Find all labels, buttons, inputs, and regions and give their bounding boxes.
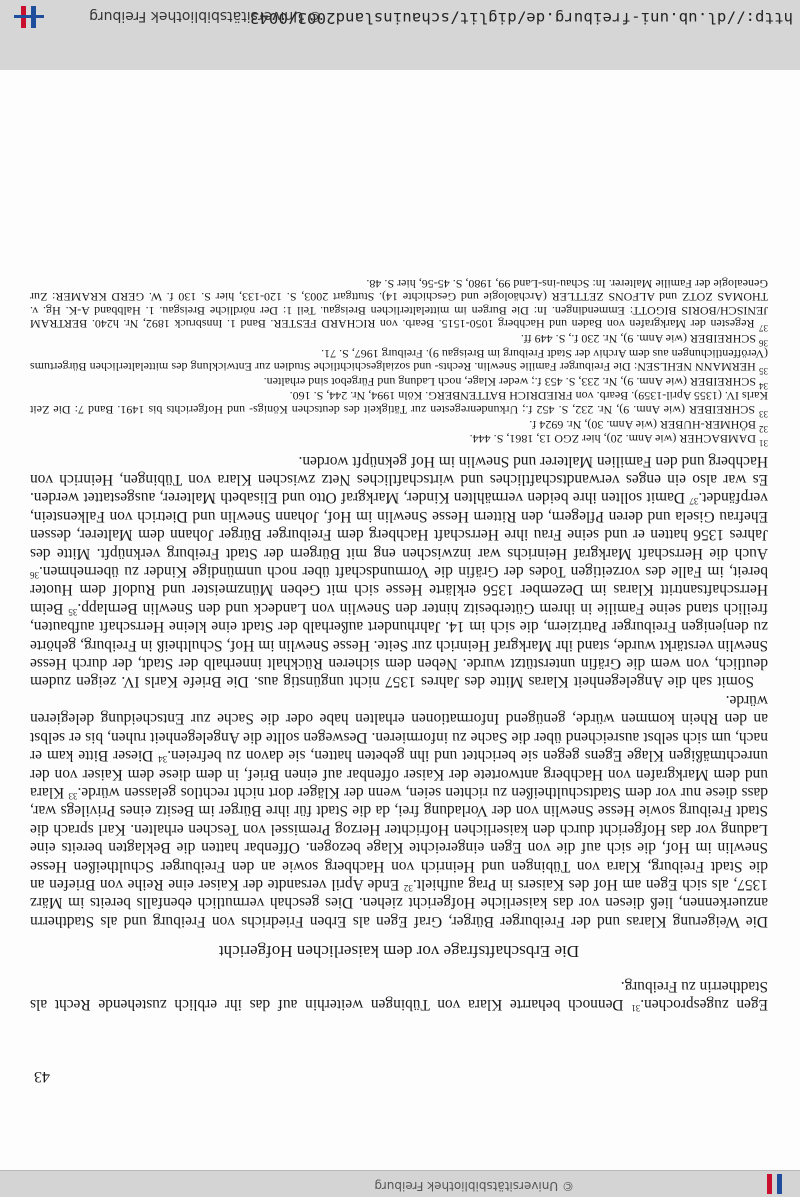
url-band	[0, 0, 800, 70]
footnote: $^{35}$ HERMANN NEHLSEN: Die Freiburger Familie Snewlin. Rechts- und sozialgeschichtliche Studien zur Entwicklung des mittelalterlichen Bürgertums (Veröffentlichungen aus dem Archiv der Stadt Freiburg im Breisgau 9). Freiburg 1967, S. 71.	[30, 346, 768, 377]
top-band	[0, 1170, 800, 1197]
footnote: $^{37}$ Regesten der Markgrafen von Baden und Hachberg 1050-1515. Bearb. von RICHARD FESTER. Band 1. Innsbruck 1892, Nr. h240. BERTRAM JENISCH/BORIS BIGOTT: Emmendingen. In: Die Burgen im mittelalterlichen Breisgau. Teil 1: Der nördliche Breisgau. 1. Halbband A-K. Hg. v. THOMAS ZOTZ und ALFONS ZETTLER (Archäologie und Geschichte 14). Stuttgart 2003, S. 120-133, hier S. 130 f. W. GERD KRAMER: Zur Genealogie der Familie Malterer. In: Schau-ins-Land 99, 1980, S. 45-56, hier S. 48.	[30, 276, 768, 334]
library-logo-icon	[756, 1172, 790, 1194]
section-paragraph-2: Somit sah die Angelegenheit Klaras Mitte des Jahres 1357 nicht ungünstig aus. Die Briefe Karls IV. zeigen zudem deutlich, von wem die Gräfin unterstützt wurde. Neben dem sicheren Rückhalt innerhalb der Stadt, der durch Hesse Snewlin verstärkt wurde, stand ihr Markgraf Heinrich zur Seite. Hesse Snewlin im Hof, Schultheiß in Freiburg, gehörte zu denjenigen Freiburger Patriziern, die sich im 14. Jahrhundert außerhalb der Stadt eine kleine Herrschaft aufbauten, freilich stand seine Familie in ihrem Güterbesitz hinter den Snewlin von Landeck und den Snewlin Bernlapp.$^{35}$ Beim Herrschaftsantritt Klaras im Dezember 1356 erklärte Hesse sich mit Geben Münzmeister und Rudolf dem Huoter bereit, im Falle des vorzeitigen Todes der Gräfin die Vormundschaft über noch unmündige Kinder zu übernehmen.$^{36}$ Auch die Herrschaft Markgraf Heinrichs war inzwischen eng mit Bürgern der Stadt Freiburg verknüpft. Mitte des Jahres 1356 hatten er und seine Frau ihre Herrschaft Hachberg dem Freiburger Bürger Johann dem Malterer, dessen Ehefrau Gisela und deren Pflegern, den Rittern Hesse Snewlin im Hof, Johann Snewlin und Dietrich von Falkenstein, verpfändet.$^{37}$ Damit sollten ihre beiden vermählten Kinder, Markgraf Otto und Elisabeth Malterer, ausgestattet werden. Es war also ein enges verwandtschaftliches und wirtschaftliches Netz zwischen Klara von Tübingen, Heinrich von Hachberg und den Familien Malterer und Snewlin im Hof geknüpft worden.	[30, 452, 768, 691]
document-page	[30, 275, 768, 1085]
body-text	[30, 451, 768, 1013]
library-logo-icon	[10, 6, 44, 28]
top-copyright: © Universitätsbibliothek Freiburg	[374, 1179, 574, 1193]
footnote: $^{34}$ SCHREIBER (wie Anm. 9), Nr. 233, S. 453 f.; weder Klage, noch Ladung und Fürgebot sind erhalten.	[263, 374, 768, 391]
section-paragraph-1: Die Weigerung Klaras und der Freiburger Bürger, Graf Egen als Erben Friedrichs von Freiburg und als Stadtherrn anzuerkennen, ließ diesen vor das kaiserliche Hofgericht ziehen. Dies geschah vermutlich ebenfalls bereits im März 1357, als sich Egen am Hof des Kaisers in Prag aufhielt.$^{32}$ Ende April versandte der Kaiser eine Reihe von Briefen an die Stadt Freiburg, Klara von Tübingen und Heinrich von Hachberg sowie an den Freiburger Schultheißen Hesse Snewlin im Hof, die sich auf die von Egen eingereichte Klage bezogen. Offenbar hatten die Beklagten bereits eine Ladung vor das Hofgericht durch den kaiserlichen Hofrichter Herzog Premissel von Teschen erhalten. Karl sprach die Stadt Freiburg sowie Hesse Snewlin von der Vorladung frei, da die Stadt für ihre Bürger im Besitz eines Privilegs war, dass diese nur vor dem Stadtschultheißen zu richten seien, wenn der Kläger dort nicht rechtlos gelassen würde.$^{33}$ Klara und dem Markgrafen von Hachberg antwortete der Kaiser offenbar auf einen Brief, in dem diese dem Kaiser von der unrechtmäßigen Klage Egens gegen sie berichtet und ihn gebeten hatten, sie davon zu befreien.$^{34}$ Dieser Bitte kam er nach, um sich selbst ausreichend über die Sache zu informieren. Deswegen sollte die Angelegenheit ruhen, bis er selbst an den Rhein kommen würde, genügend Informationen erhalten habe oder die Sache zur Entscheidung delegieren würde.	[29, 691, 768, 930]
source-url[interactable]: http://dl.ub.uni-freiburg.de/diglit/schauinsland2003/0043	[249, 9, 793, 27]
library-copyright: © Universitätsbibliothek Freiburg	[89, 8, 322, 24]
footnotes	[30, 276, 768, 449]
opening-paragraph: Egen zugesprochen.$^{31}$ Dennoch beharrte Klara von Tübingen weiterhin auf das ihr erblich zustehende Recht als Stadtherrin zu Freiburg.	[30, 977, 768, 1013]
footnote: $^{33}$ SCHREIBER (wie Anm. 9), Nr. 232, S. 452 f.; Urkundenregesten zur Tätigkeit des deutschen Königs- und Hofgerichts bis 1491. Band 7: Die Zeit Karls IV. (1355 April-1359). Bearb. von FRIEDRICH BATTENBERG. Köln 1994, Nr. 244, S. 160.	[30, 389, 768, 420]
section-heading: Die Erbschaftsfrage vor dem kaiserlichen Hofgericht	[218, 942, 580, 962]
footnote: $^{31}$ DAMBACHER (wie Anm. 20), hier ZGO 13, 1861, S. 444.	[469, 432, 768, 449]
footnote: $^{32}$ BÖHMER-HUBER (wie Anm. 30), Nr. 6924 f.	[529, 417, 768, 434]
page-number: 43	[34, 1068, 50, 1085]
footnote: $^{36}$ SCHREIBER (wie Anm. 9), Nr. 230 f., S. 449 ff.	[520, 332, 768, 349]
